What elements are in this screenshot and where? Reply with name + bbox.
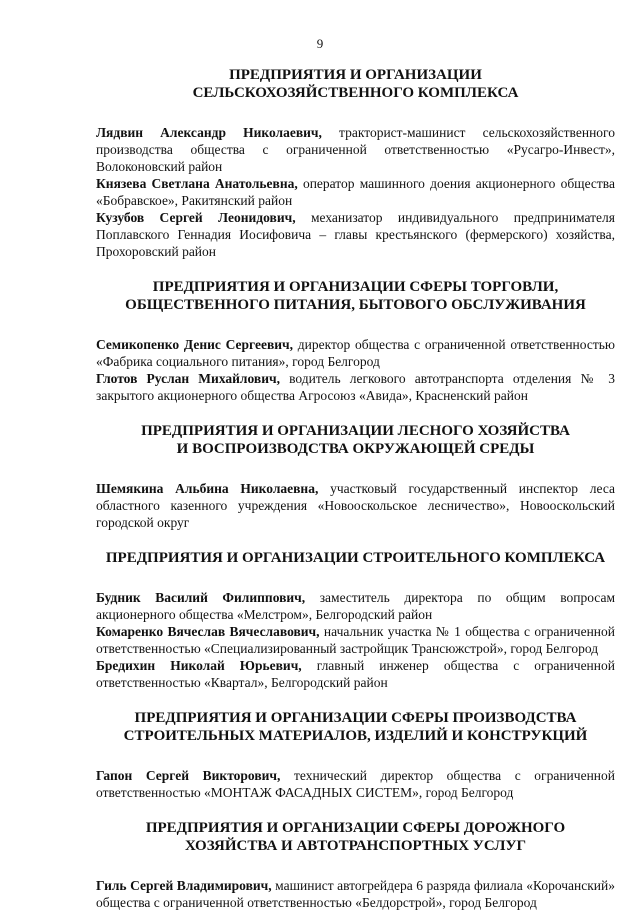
person-position: начальник участка № 1 общества с ограниченной ответственностью «Специализированный застройщик Трансюжстрой», город Белгород [96,624,616,656]
person-position: участковый государственный инспектор леса областного казенного учреждения «Новооскольское лесничество», Новооскольский городской округ [96,481,615,530]
person-name: Бредихин Николай Юрьевич, [96,658,302,673]
heading-line: И ВОСПРОИЗВОДСТВА ОКРУЖАЮЩЕЙ СРЕДЫ [176,441,535,457]
heading-line: ПРЕДПРИЯТИЯ И ОРГАНИЗАЦИИ СФЕРЫ ПРОИЗВОДСТВА [134,710,577,726]
section-trade [96,278,615,404]
person-position: оператор машинного доения акционерного общества «Бобравское», Ракитянский район [96,176,615,208]
award-entry [96,175,615,209]
award-entry [96,877,615,911]
person-name: Гапон Сергей Викторович, [96,768,281,783]
award-entry [96,623,615,657]
heading-line: СЕЛЬСКОХОЗЯЙСТВЕННОГО КОМПЛЕКСА [192,85,519,101]
person-position: механизатор индивидуального предпринимателя Поплавского Геннадия Иосифовича – главы крестьянского (фермерского) хозяйства, Прохоровский район [96,210,615,259]
person-name: Князева Светлана Анатольевна, [96,176,298,191]
person-position: директор общества с ограниченной ответственностью «Фабрика социального питания», город Белгород [96,337,615,369]
heading-line: ПРЕДПРИЯТИЯ И ОРГАНИЗАЦИИ СФЕРЫ ТОРГОВЛИ, [152,279,559,295]
section-construction [96,549,615,691]
award-entry [96,370,615,404]
award-entry [96,657,615,691]
award-entry [96,767,615,801]
section-heading [96,422,615,458]
section-heading [96,549,615,567]
person-name: Семикопенко Денис Сергеевич, [96,337,294,352]
heading-line: ОБЩЕСТВЕННОГО ПИТАНИЯ, БЫТОВОГО ОБСЛУЖИВАНИЯ [125,297,586,313]
person-name: Шемякина Альбина Николаевна, [96,481,319,496]
person-name: Кузубов Сергей Леонидович, [96,210,296,225]
person-position: главный инженер общества с ограниченной ответственностью «Квартал», Белгородский район [96,658,615,690]
section-roads-transport [96,819,615,911]
heading-line: ПРЕДПРИЯТИЯ И ОРГАНИЗАЦИИ СТРОИТЕЛЬНОГО КОМПЛЕКСА [105,550,606,566]
heading-line: ПРЕДПРИЯТИЯ И ОРГАНИЗАЦИИ [229,67,482,83]
person-name: Глотов Руслан Михайлович, [96,371,280,386]
page-number: 9 [316,36,324,51]
section-heading [96,709,615,745]
heading-line: ПРЕДПРИЯТИЯ И ОРГАНИЗАЦИИ ЛЕСНОГО ХОЗЯЙСТВА [141,423,570,439]
person-position: заместитель директора по общим вопросам акционерного общества «Мелстром», Белгородский район [96,590,615,622]
heading-line: ХОЗЯЙСТВА И АВТОТРАНСПОРТНЫХ УСЛУГ [184,838,527,854]
person-position: машинист автогрейдера 6 разряда филиала «Корочанский» общества с ограниченной ответственностью «Белдорстрой», город Белгород [96,878,615,910]
person-position: водитель легкового автотранспорта отделения № 3 закрытого акционерного общества Агросоюз «Авида», Красненский район [96,371,615,403]
award-entry [96,336,615,370]
heading-line: ПРЕДПРИЯТИЯ И ОРГАНИЗАЦИИ СФЕРЫ ДОРОЖНОГО [145,820,566,836]
award-entry [96,209,615,260]
person-name: Комаренко Вячеслав Вячеславович, [96,624,320,639]
document-body [96,66,615,911]
section-forestry [96,422,615,531]
section-heading [96,278,615,314]
person-position: технический директор общества с ограниченной ответственностью «МОНТАЖ ФАСАДНЫХ СИСТЕМ», город Белгород [96,768,615,800]
section-heading [96,819,615,855]
section-building-materials [96,709,615,801]
award-entry [96,589,615,623]
heading-line: СТРОИТЕЛЬНЫХ МАТЕРИАЛОВ, ИЗДЕЛИЙ И КОНСТРУКЦИЙ [123,728,588,744]
section-agriculture [96,66,615,260]
award-entry [96,124,615,175]
award-entry [96,480,615,531]
person-name: Будник Василий Филиппович, [96,590,306,605]
person-position: тракторист-машинист сельскохозяйственного производства общества с ограниченной ответственностью «Русагро-Инвест», Волоконовский район [96,125,615,174]
section-heading [96,66,615,102]
person-name: Гиль Сергей Владимирович, [96,878,272,893]
person-name: Лядвин Александр Николаевич, [96,125,322,140]
